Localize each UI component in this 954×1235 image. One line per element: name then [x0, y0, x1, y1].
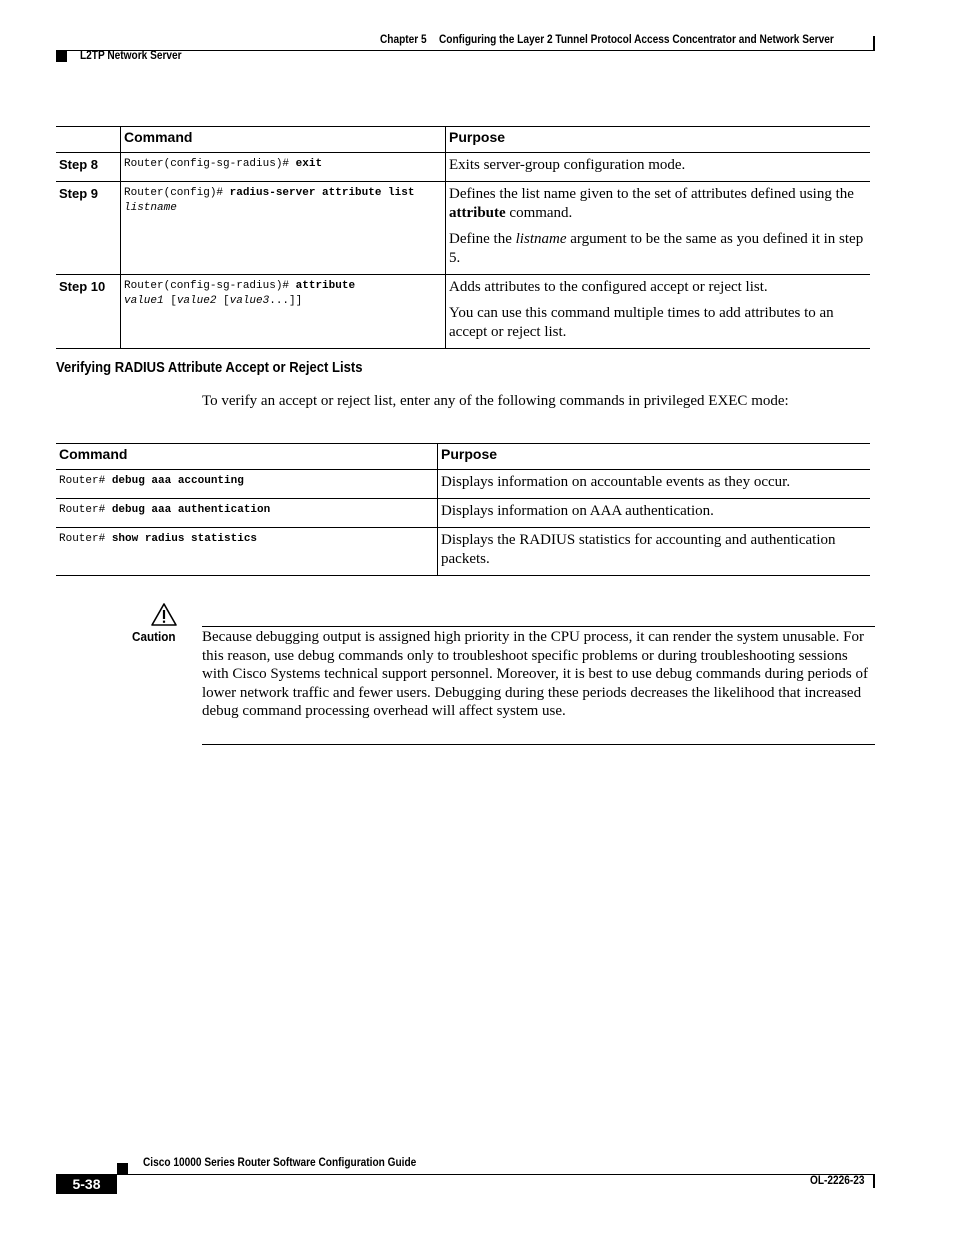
purpose-text: You can use this command multiple times to add attributes to an accept or reject list. — [449, 305, 834, 340]
intro-paragraph: To verify an accept or reject list, enter any of the following commands in privileged EXEC mode: — [202, 393, 789, 409]
document-number: OL-2226-23 — [810, 1175, 865, 1187]
command-cell — [121, 153, 446, 182]
chapter-number: Chapter 5 — [380, 34, 427, 46]
purpose-cell — [446, 182, 871, 275]
table-header-row — [56, 444, 870, 470]
purpose-cell — [446, 153, 871, 182]
purpose-text-part: argument to be the same as you defined it in step 5. — [449, 231, 864, 266]
command-keyword: debug aaa authentication — [111, 504, 271, 516]
purpose-argument: listname — [515, 231, 567, 247]
command-keyword: debug aaa accounting — [111, 475, 244, 487]
command-prompt: Router# — [59, 504, 112, 516]
header-square-marker — [56, 51, 67, 62]
step-label: Step 10 — [59, 279, 106, 294]
purpose-cell: Displays information on AAA authentication. — [438, 499, 871, 528]
command-cell — [56, 470, 438, 499]
purpose-text-part: Define the — [449, 231, 516, 247]
header-vertical-bar — [873, 36, 875, 51]
purpose-text-part: Defines the list name given to the set of attributes defined using the — [449, 186, 854, 202]
purpose-text-part: command. — [505, 205, 573, 221]
command-cell — [56, 528, 438, 576]
command-keyword: exit — [295, 158, 323, 170]
purpose-column-header: Purpose — [446, 127, 871, 153]
footer-rule — [117, 1174, 875, 1175]
command-cell — [56, 499, 438, 528]
command-prompt: Router(config-sg-radius)# — [124, 158, 296, 170]
step-label: Step 9 — [59, 186, 99, 201]
command-keyword: attribute — [295, 280, 356, 292]
caution-bottom-rule — [202, 744, 875, 745]
command-argument: value1 — [124, 295, 164, 307]
command-column-header: Command — [59, 446, 128, 462]
warning-triangle-icon — [150, 602, 178, 628]
steps-table — [56, 126, 870, 349]
command-prompt: Router(config-sg-radius)# — [124, 280, 296, 292]
table-row — [56, 182, 870, 275]
caution-label: Caution — [132, 629, 176, 644]
table-row — [56, 153, 870, 182]
section-header: L2TP Network Server — [80, 50, 182, 62]
footer-guide-title: Cisco 10000 Series Router Software Configuration Guide — [143, 1157, 417, 1169]
step-label: Step 8 — [59, 157, 99, 172]
command-prompt: Router# — [59, 533, 112, 545]
command-argument: value3 — [229, 295, 270, 307]
chapter-title: Configuring the Layer 2 Tunnel Protocol Access Concentrator and Network Server — [439, 34, 834, 46]
purpose-text — [449, 230, 867, 268]
table-header-row — [56, 127, 870, 153]
footer-square-marker — [117, 1163, 128, 1174]
page-number: 5-38 — [56, 1174, 117, 1194]
command-argument: value2 — [176, 295, 217, 307]
purpose-cell: Displays information on accountable events as they occur. — [438, 470, 871, 499]
table-row — [56, 528, 870, 576]
purpose-column-header: Purpose — [438, 444, 871, 470]
command-keyword: radius-server attribute list — [229, 187, 415, 199]
command-column-header: Command — [121, 127, 446, 153]
table-row — [56, 275, 870, 349]
running-header — [380, 34, 834, 46]
caution-top-rule — [202, 626, 875, 627]
command-argument: listname — [124, 202, 177, 214]
verify-commands-table — [56, 443, 870, 576]
purpose-keyword: attribute — [449, 205, 506, 221]
purpose-cell — [446, 275, 871, 349]
footer-vertical-bar — [873, 1174, 875, 1188]
caution-text: Because debugging output is assigned high priority in the CPU process, it can render the system unusable. For this reason, use debug commands only to troubleshoot specific problems or during troubleshooting sessions with Cisco Systems technical support personnel. Moreover, it is best to use debug commands during periods of lower network traffic and fewer users. Debugging during these periods decreases the likelihood that increased debug command processing overhead will affect system use. — [202, 629, 868, 720]
purpose-text: Adds attributes to the configured accept or reject list. — [449, 279, 768, 295]
table-row — [56, 499, 870, 528]
step-column-header — [56, 127, 121, 153]
command-cell: Router(config-sg-radius)# attribute value1 [value2 [value3...]] — [121, 275, 446, 349]
purpose-text: Exits server-group configuration mode. — [449, 157, 686, 173]
section-title: Verifying RADIUS Attribute Accept or Reject Lists — [56, 360, 363, 376]
table-row — [56, 470, 870, 499]
command-prompt: Router(config)# — [124, 187, 230, 199]
command-cell — [121, 182, 446, 275]
purpose-cell: Displays the RADIUS statistics for accounting and authentication packets. — [438, 528, 871, 576]
purpose-text — [449, 185, 867, 223]
command-prompt: Router# — [59, 475, 112, 487]
command-keyword: show radius statistics — [111, 533, 258, 545]
